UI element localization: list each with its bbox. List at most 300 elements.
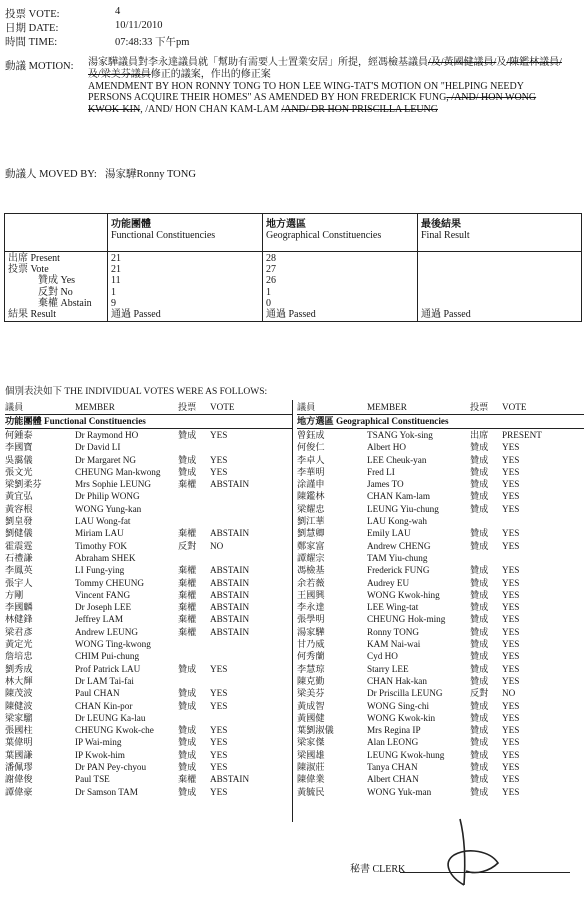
label-yes: 贊成 Yes (38, 275, 76, 287)
member-name-zh: 黃成智 (297, 700, 325, 711)
vote-zh: 贊成 (470, 491, 489, 502)
vote-en: ABSTAIN (210, 589, 250, 600)
vote-en: ABSTAIN (210, 528, 250, 539)
vote-number: 4 (115, 6, 121, 17)
fc-member-row (5, 466, 292, 478)
member-name-en: Cyd HO (367, 651, 398, 662)
member-name-en: Albert CHAN (367, 774, 419, 785)
vote-en: YES (502, 786, 520, 797)
vote-en: YES (210, 430, 228, 440)
vote-en: YES (502, 442, 520, 453)
gc-member-row (297, 478, 584, 490)
gc-member-row (297, 564, 584, 576)
motion-en-struck-b: /AND/ DR HON PRISCILLA LEUNG (281, 104, 438, 116)
member-name-zh: 葉偉明 (5, 737, 33, 748)
label-vote: 投票 Vote (8, 264, 49, 276)
fc-result: 通過 Passed (111, 308, 161, 320)
vote-zh: 贊成 (470, 712, 489, 723)
vote-en (210, 490, 290, 502)
vote-zh: 贊成 (470, 626, 489, 637)
member-name-en: Dr Samson TAM (75, 786, 138, 797)
fc-no: 1 (111, 286, 116, 298)
fc-member-row (5, 736, 292, 748)
member-name-zh: 李慧琼 (297, 663, 325, 674)
member-name-zh: 黃國健 (297, 712, 325, 723)
vote-zh: 棄權 (178, 774, 197, 785)
gc-no: 1 (266, 286, 271, 298)
vote-en: YES (502, 774, 520, 785)
vote-zh: 贊成 (470, 466, 489, 477)
member-name-en: WONG Yung-kan (75, 503, 142, 514)
header-vote-zh: 投票 (470, 402, 489, 412)
header-vote-zh: 投票 (178, 402, 197, 412)
member-name-zh: 陳偉業 (297, 774, 325, 785)
vote-en: YES (502, 762, 520, 773)
vote-en: YES (502, 639, 520, 650)
vote-zh: 棄權 (178, 565, 197, 576)
member-name-en: CHAN Kin-por (75, 700, 133, 711)
member-name-zh: 梁耀忠 (297, 503, 325, 514)
gc-member-row (297, 626, 584, 638)
member-name-en: CHEUNG Man-kwong (75, 466, 161, 477)
member-name-en: Prof Patrick LAU (75, 663, 141, 674)
gc-member-row (297, 577, 584, 589)
member-name-en: Albert HO (367, 442, 407, 453)
vote-zh: 出席 (470, 430, 489, 440)
vote-zh: 贊成 (470, 540, 489, 551)
results-fc-values (108, 252, 263, 322)
vote-en: YES (502, 602, 520, 613)
member-name-en: Tanya CHAN (367, 762, 418, 773)
vote-zh: 棄權 (178, 577, 197, 588)
vote-zh: 贊成 (470, 663, 489, 674)
member-name-zh: 梁劉柔芬 (5, 479, 42, 490)
member-name-zh: 劉慧卿 (297, 528, 325, 539)
fc-member-row (5, 786, 292, 798)
vote-en: YES (502, 663, 520, 674)
vote-zh: 贊成 (470, 700, 489, 711)
vote-zh: 贊成 (178, 454, 197, 465)
member-name-zh: 黃毓民 (297, 786, 325, 797)
member-name-zh: 馮檢基 (297, 565, 325, 576)
member-name-en: Audrey EU (367, 577, 410, 588)
gc-member-row (297, 724, 584, 736)
member-name-zh: 葉國謙 (5, 749, 33, 760)
vote-zh: 贊成 (178, 749, 197, 760)
member-name-zh: 鄭家富 (297, 540, 325, 551)
member-name-zh: 何鍾泰 (5, 430, 33, 440)
fc-member-row (5, 601, 292, 613)
member-name-en: Timothy FOK (75, 540, 127, 551)
vote-zh: 贊成 (470, 737, 489, 748)
member-name-en: CHEUNG Hok-ming (367, 614, 446, 625)
member-name-zh: 李卓人 (297, 454, 325, 465)
moved-by-label: 動議人 MOVED BY: (5, 169, 97, 180)
vote-en: YES (502, 725, 520, 736)
gc-member-row (297, 515, 584, 527)
motion-zh-struck-a: /及/黃國健議員/ (428, 57, 497, 68)
gc-member-row (297, 773, 584, 785)
member-name-zh: 李鳳英 (5, 565, 33, 576)
results-header-final (418, 214, 582, 252)
vote-zh: 贊成 (178, 700, 197, 711)
motion-en-part-b: , /AND/ HON CHAN KAM-LAM (140, 104, 279, 116)
fc-member-row (5, 503, 292, 515)
vote-en (210, 515, 290, 527)
member-name-en: Emily LAU (367, 528, 411, 539)
gc-member-row (297, 786, 584, 798)
vote-en (210, 712, 290, 724)
member-name-en: LI Fung-ying (75, 565, 125, 576)
fc-section-title: 功能團體 Functional Constituencies (5, 415, 292, 429)
vote-en: NO (502, 688, 516, 699)
vote-en: YES (210, 786, 228, 797)
fc-vote: 21 (111, 264, 121, 276)
vote-zh: 贊成 (178, 737, 197, 748)
vote-zh: 贊成 (178, 663, 197, 674)
vote-zh (178, 441, 210, 453)
motion-zh-part-b: 及 (496, 57, 507, 68)
fc-member-row (5, 638, 292, 650)
vote-zh: 贊成 (470, 503, 489, 514)
vote-en: ABSTAIN (210, 479, 250, 490)
vote-en: YES (502, 479, 520, 490)
vote-en (210, 675, 290, 687)
member-name-zh: 李國寶 (5, 442, 33, 453)
time-label: 時間 TIME: (5, 37, 58, 48)
vote-zh: 贊成 (470, 651, 489, 662)
gc-member-row (297, 675, 584, 687)
member-name-en: Dr Joseph LEE (75, 602, 132, 613)
fc-member-row (5, 700, 292, 712)
member-name-zh: 梁美芬 (297, 688, 325, 699)
gc-vote: 27 (266, 264, 276, 276)
fc-abstain: 9 (111, 297, 116, 309)
fc-member-row (5, 761, 292, 773)
member-name-en: IP Wai-ming (75, 737, 122, 748)
gc-member-row (297, 712, 584, 724)
time-value: 07:48:33 下午pm (115, 37, 190, 48)
gc-member-row (297, 589, 584, 601)
vote-zh: 贊成 (470, 589, 489, 600)
member-name-en: Dr Priscilla LEUNG (367, 688, 443, 699)
gc-vote-list (297, 400, 584, 798)
vote-en: YES (502, 503, 520, 514)
vote-zh: 贊成 (470, 602, 489, 613)
member-name-zh: 劉健儀 (5, 528, 33, 539)
fc-member-row (5, 724, 292, 736)
gc-member-row (297, 552, 584, 564)
vote-en: YES (502, 626, 520, 637)
vote-zh (178, 650, 210, 662)
vote-zh (178, 712, 210, 724)
member-name-en: WONG Kwok-hing (367, 589, 440, 600)
vote-en: PRESENT (502, 430, 542, 440)
member-name-en: Fred LI (367, 466, 395, 477)
member-name-zh: 曾鈺成 (297, 430, 325, 440)
gc-yes: 26 (266, 275, 276, 287)
member-name-zh: 湯家驊 (297, 626, 325, 637)
member-name-en: Alan LEONG (367, 737, 419, 748)
member-name-en: WONG Ting-kwong (75, 639, 151, 650)
member-name-en: Dr David LI (75, 442, 121, 453)
member-name-en: Ronny TONG (367, 626, 419, 637)
moved-by-value: 湯家驊Ronny TONG (105, 169, 196, 180)
vote-en: ABSTAIN (210, 577, 250, 588)
vote-en: YES (502, 454, 520, 465)
vote-en: YES (210, 466, 228, 477)
fc-member-row (5, 490, 292, 502)
motion-en-struck-a: , /AND/ HON WONG KWOK-KIN (88, 92, 537, 116)
vote-en: ABSTAIN (210, 614, 250, 625)
vote-zh: 贊成 (178, 725, 197, 736)
vote-zh (178, 552, 210, 564)
vote-zh: 贊成 (470, 577, 489, 588)
label-no: 反對 No (38, 286, 73, 298)
vote-en: YES (210, 688, 228, 699)
vote-en: YES (210, 749, 228, 760)
results-header-fc-zh: 功能團體 (111, 219, 151, 230)
vote-zh (178, 515, 210, 527)
motion-label: 動議 MOTION: (5, 61, 74, 72)
vote-zh (178, 503, 210, 515)
member-name-en: James TO (367, 479, 404, 490)
fc-member-row (5, 589, 292, 601)
gc-member-row (297, 441, 584, 453)
vote-en: YES (502, 565, 520, 576)
member-name-en: Paul CHAN (75, 688, 120, 699)
header-member-zh: 議員 (5, 402, 24, 412)
member-name-zh: 吳靄儀 (5, 454, 33, 465)
member-name-zh: 涂謹申 (297, 479, 325, 490)
fc-member-row (5, 478, 292, 490)
member-name-zh: 甘乃威 (297, 639, 325, 650)
vote-zh: 贊成 (470, 675, 489, 686)
member-name-en: LAU Kong-wah (367, 516, 427, 527)
vote-zh: 贊成 (470, 639, 489, 650)
vote-en: YES (210, 737, 228, 748)
gc-member-row (297, 761, 584, 773)
gc-member-row (297, 736, 584, 748)
member-name-zh: 林大輝 (5, 675, 33, 686)
final-result: 通過 Passed (421, 308, 471, 320)
results-header-fc-en: Functional Constituencies (111, 230, 216, 241)
results-header-final-en: Final Result (421, 230, 470, 241)
header-member-en: MEMBER (367, 402, 407, 412)
member-name-zh: 梁家騮 (5, 712, 33, 723)
date-value: 10/11/2010 (115, 20, 163, 31)
vote-en: YES (502, 528, 520, 539)
member-name-zh: 謝偉俊 (5, 774, 33, 785)
gc-member-row (297, 650, 584, 662)
gc-member-row (297, 663, 584, 675)
vote-zh: 棄權 (178, 479, 197, 490)
vote-en: YES (210, 700, 228, 711)
vote-zh: 贊成 (470, 762, 489, 773)
member-name-en: Dr LAM Tai-fai (75, 675, 134, 686)
member-name-zh: 潘佩璆 (5, 762, 33, 773)
fc-member-row (5, 429, 292, 441)
gc-member-row (297, 490, 584, 502)
vote-en: YES (502, 712, 520, 723)
fc-member-row (5, 650, 292, 662)
vote-zh: 贊成 (178, 762, 197, 773)
motion-zh-part-c: 修正的議案，作出的修正案 (150, 68, 271, 80)
gc-section-title: 地方選區 Geographical Constituencies (297, 415, 584, 429)
member-name-en: CHAN Kam-lam (367, 491, 431, 502)
results-final-values (418, 252, 582, 322)
fc-member-row (5, 577, 292, 589)
vote-zh: 棄權 (178, 602, 197, 613)
member-name-zh: 梁家傑 (297, 737, 325, 748)
vote-zh: 贊成 (178, 466, 197, 477)
vote-zh: 贊成 (178, 786, 197, 797)
gc-member-row (297, 613, 584, 625)
results-corner-cell (5, 214, 108, 252)
member-name-zh: 劉秀成 (5, 663, 33, 674)
fc-member-row (5, 454, 292, 466)
member-name-en: KAM Nai-wai (367, 639, 421, 650)
gc-member-row (297, 466, 584, 478)
gc-member-row (297, 749, 584, 761)
vote-zh: 反對 (178, 540, 197, 551)
fc-list-header (5, 400, 292, 415)
member-name-en: LEE Wing-tat (367, 602, 419, 613)
vote-en: ABSTAIN (210, 774, 250, 785)
vote-en: YES (502, 577, 520, 588)
member-name-zh: 陳健波 (5, 700, 33, 711)
vote-en: YES (502, 737, 520, 748)
vote-zh: 棄權 (178, 626, 197, 637)
vote-zh (470, 552, 502, 564)
fc-member-row (5, 626, 292, 638)
vote-zh (470, 515, 502, 527)
vote-en (210, 552, 290, 564)
gc-member-row (297, 540, 584, 552)
results-table (4, 213, 582, 322)
vote-label: 投票 VOTE: (5, 9, 60, 20)
vote-zh: 贊成 (470, 786, 489, 797)
member-name-zh: 黃容根 (5, 503, 33, 514)
member-name-zh: 葉劉淑儀 (297, 725, 334, 736)
gc-member-row (297, 700, 584, 712)
clerk-signature-icon (420, 815, 510, 890)
header-vote-en: VOTE (502, 402, 527, 412)
vote-zh: 贊成 (470, 479, 489, 490)
member-name-zh: 何秀蘭 (297, 651, 325, 662)
vote-en: YES (502, 491, 520, 502)
gc-member-row (297, 503, 584, 515)
member-name-en: WONG Kwok-kin (367, 712, 436, 723)
fc-present: 21 (111, 253, 121, 264)
member-name-en: Vincent FANG (75, 589, 131, 600)
fc-yes: 11 (111, 275, 121, 287)
member-name-zh: 何俊仁 (297, 442, 325, 453)
member-name-en: Jeffrey LAM (75, 614, 124, 625)
vote-en (210, 650, 290, 662)
member-name-en: CHIM Pui-chung (75, 651, 140, 662)
vote-zh: 棄權 (178, 614, 197, 625)
results-header-fc (108, 214, 263, 252)
fc-member-row (5, 515, 292, 527)
member-name-zh: 石禮謙 (5, 552, 33, 563)
member-name-zh: 譚偉豪 (5, 786, 33, 797)
member-name-zh: 黃定光 (5, 639, 33, 650)
vote-en: YES (502, 614, 520, 625)
member-name-en: TSANG Yok-sing (367, 430, 433, 440)
vote-zh: 贊成 (470, 725, 489, 736)
member-name-zh: 梁國雄 (297, 749, 325, 760)
gc-result: 通過 Passed (266, 308, 316, 320)
member-name-en: Dr LEUNG Ka-lau (75, 712, 146, 723)
member-name-en: LEUNG Yiu-chung (367, 503, 439, 514)
member-name-zh: 譚耀宗 (297, 552, 325, 563)
member-name-zh: 林健鋒 (5, 614, 33, 625)
member-name-en: Abraham SHEK (75, 552, 136, 563)
gc-member-row (297, 601, 584, 613)
member-name-en: Paul TSE (75, 774, 110, 785)
vote-zh: 棄權 (178, 589, 197, 600)
member-name-en: Tommy CHEUNG (75, 577, 145, 588)
header-member-zh: 議員 (297, 402, 316, 412)
motion-zh-part-a: 湯家驊議員對李永達議員就「幫助有需要人士置業安居」所提，經馮檢基議員 (88, 57, 428, 68)
vote-en (210, 503, 290, 515)
vote-en: YES (502, 651, 520, 662)
fc-member-row (5, 564, 292, 576)
vote-en: YES (210, 454, 228, 465)
vote-en (210, 638, 290, 650)
gc-abstain: 0 (266, 297, 271, 309)
vote-zh: 贊成 (178, 688, 197, 699)
member-name-en: Miriam LAU (75, 528, 124, 539)
individual-votes-title: 個別表決如下 THE INDIVIDUAL VOTES WERE AS FOLLOWS: (5, 387, 268, 397)
fc-member-row (5, 441, 292, 453)
vote-zh (178, 490, 210, 502)
member-name-en: Andrew LEUNG (75, 626, 139, 637)
vote-en (210, 441, 290, 453)
vote-en: YES (210, 663, 228, 674)
member-name-en: Mrs Sophie LEUNG (75, 479, 152, 490)
column-divider (292, 400, 293, 822)
member-name-en: WONG Yuk-man (367, 786, 432, 797)
gc-member-row (297, 687, 584, 699)
gc-member-row (297, 527, 584, 539)
member-name-en: Dr Raymond HO (75, 430, 139, 440)
vote-en: YES (502, 700, 520, 711)
member-name-zh: 霍震霆 (5, 540, 33, 551)
results-header-gc (263, 214, 418, 252)
results-header-gc-en: Geographical Constituencies (266, 230, 382, 241)
member-name-en: Mrs Regina IP (367, 725, 421, 736)
member-name-en: Andrew CHENG (367, 540, 431, 551)
member-name-en: Dr Philip WONG (75, 491, 140, 502)
member-name-en: Starry LEE (367, 663, 409, 674)
vote-en: YES (210, 762, 228, 773)
vote-zh: 棄權 (178, 528, 197, 539)
vote-zh (178, 638, 210, 650)
motion-zh-struck-b: /陳鑑林議員/及/梁美芬議員 (88, 57, 562, 80)
member-name-zh: 李華明 (297, 466, 325, 477)
results-header-final-zh: 最後結果 (421, 219, 461, 230)
vote-en: NO (210, 540, 224, 551)
member-name-zh: 張國柱 (5, 725, 33, 736)
member-name-zh: 余若薇 (297, 577, 325, 588)
member-name-en: LAU Wong-fat (75, 516, 131, 527)
member-name-zh: 詹培忠 (5, 651, 33, 662)
label-present: 出席 Present (8, 253, 60, 264)
fc-member-row (5, 663, 292, 675)
date-label: 日期 DATE: (5, 23, 59, 34)
